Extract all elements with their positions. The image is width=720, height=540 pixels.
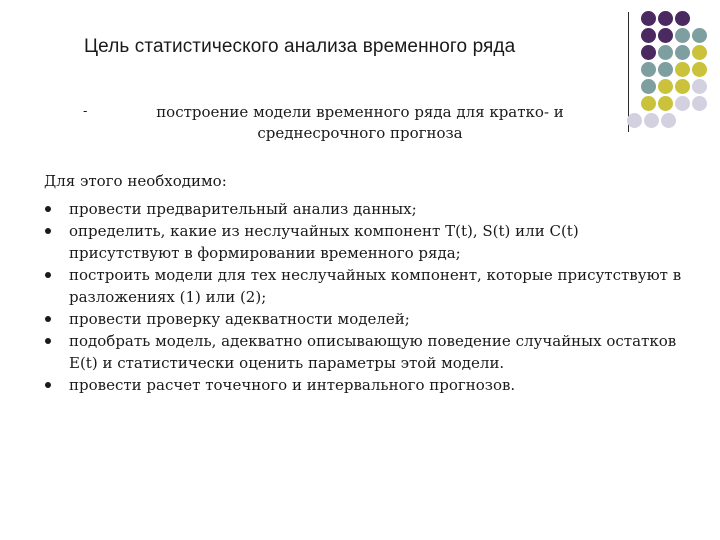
decor-dot <box>641 96 656 111</box>
list-item-text: провести расчет точечного и интервального прогнозов. <box>69 376 516 394</box>
list-item <box>44 220 684 264</box>
bullet-icon <box>45 382 51 388</box>
decor-dot <box>692 79 707 94</box>
decor-dot <box>675 79 690 94</box>
list-item-text: подобрать модель, адекватно описывающую поведение случайных остатков E(t) и статистически оценить параметры этой модели. <box>69 332 677 372</box>
slide-title: Цель статистического анализа временного ряда <box>84 36 516 57</box>
list-item <box>44 264 684 308</box>
list-item-text: построить модели для тех неслучайных компонент, которые присутствуют в разложениях (1) или (2); <box>69 266 682 306</box>
list-item <box>44 330 684 374</box>
list-item-text: определить, какие из неслучайных компонент T(t), S(t) или C(t) присутствуют в формировании временного ряда; <box>69 222 579 262</box>
decor-dot <box>641 62 656 77</box>
bullet-icon <box>45 338 51 344</box>
decorative-dot-grid <box>636 11 720 121</box>
list-item-text: провести предварительный анализ данных; <box>69 200 417 218</box>
decor-dot <box>675 96 690 111</box>
decor-dot <box>658 62 673 77</box>
decor-dot <box>658 79 673 94</box>
lead-text: Для этого необходимо: <box>44 172 227 190</box>
decor-dot <box>675 11 690 26</box>
slide-subtitle: построение модели временного ряда для кратко- и среднесрочного прогноза <box>156 103 564 142</box>
bullet-icon <box>45 206 51 212</box>
decor-dot <box>641 45 656 60</box>
bullet-icon <box>45 272 51 278</box>
steps-list <box>44 198 684 396</box>
list-item-text: провести проверку адекватности моделей; <box>69 310 410 328</box>
decor-dot <box>692 62 707 77</box>
decor-dot <box>641 28 656 43</box>
decor-dot <box>641 79 656 94</box>
decor-dot <box>675 45 690 60</box>
decor-dot <box>692 96 707 111</box>
subtitle-dash: - <box>83 104 88 119</box>
decor-dot <box>661 113 676 128</box>
decor-dot <box>641 11 656 26</box>
bullet-icon <box>45 228 51 234</box>
decor-dot <box>675 28 690 43</box>
list-item <box>44 374 684 396</box>
decor-dot <box>658 11 673 26</box>
decor-dot <box>658 45 673 60</box>
list-item <box>44 308 684 330</box>
decor-dot <box>627 113 642 128</box>
decor-dot <box>658 96 673 111</box>
list-item <box>44 198 684 220</box>
decor-dot <box>692 28 707 43</box>
bullet-icon <box>45 316 51 322</box>
decor-dot <box>675 62 690 77</box>
decor-dot <box>658 28 673 43</box>
decor-dot <box>644 113 659 128</box>
decor-dot <box>692 45 707 60</box>
